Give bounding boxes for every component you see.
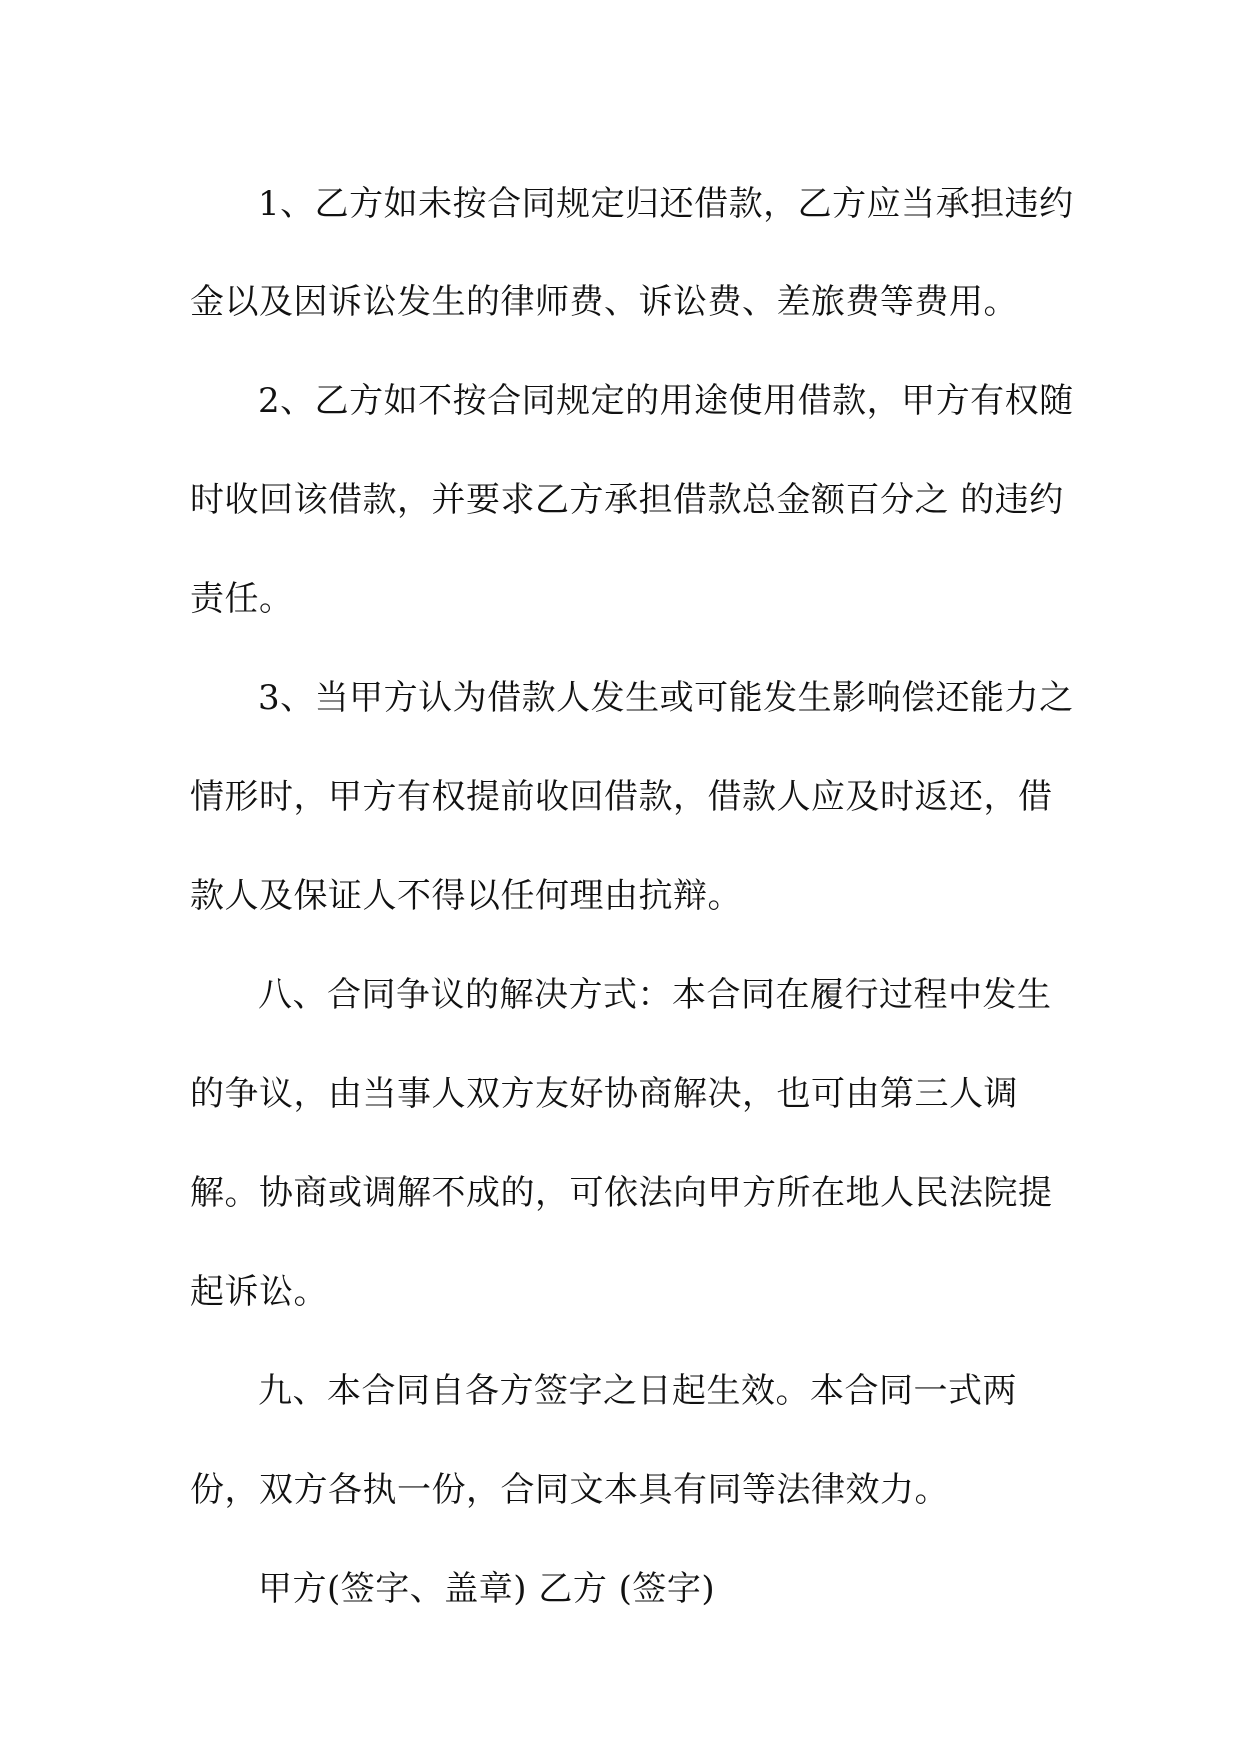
text-line: 时收回该借款，并要求乙方承担借款总金额百分之 的违约 bbox=[190, 480, 1064, 520]
signature-line: 甲方(签字、盖章) 乙方 (签字) bbox=[258, 1569, 716, 1609]
text-line: 金以及因诉讼发生的律师费、诉讼费、差旅费等费用。 bbox=[190, 282, 1018, 322]
text-line: 解。协商或调解不成的，可依法向甲方所在地人民法院提 bbox=[190, 1173, 1053, 1213]
text-line: 份，双方各执一份，合同文本具有同等法律效力。 bbox=[190, 1470, 949, 1510]
text-line: 起诉讼。 bbox=[190, 1272, 328, 1312]
text-line: 3、当甲方认为借款人发生或可能发生影响偿还能力之 bbox=[258, 678, 1074, 718]
text-line: 款人及保证人不得以任何理由抗辩。 bbox=[190, 876, 742, 916]
text-line: 的争议，由当事人双方友好协商解决，也可由第三人调 bbox=[190, 1074, 1018, 1114]
text-line: 1、乙方如未按合同规定归还借款，乙方应当承担违约 bbox=[258, 184, 1074, 224]
text-line: 2、乙方如不按合同规定的用途使用借款，甲方有权随 bbox=[258, 381, 1074, 421]
text-line: 八、合同争议的解决方式：本合同在履行过程中发生 bbox=[258, 975, 1052, 1015]
text-line: 责任。 bbox=[190, 579, 294, 619]
text-line: 情形时，甲方有权提前收回借款，借款人应及时返还，借 bbox=[190, 777, 1053, 817]
text-line: 九、本合同自各方签字之日起生效。本合同一式两 bbox=[258, 1371, 1017, 1411]
